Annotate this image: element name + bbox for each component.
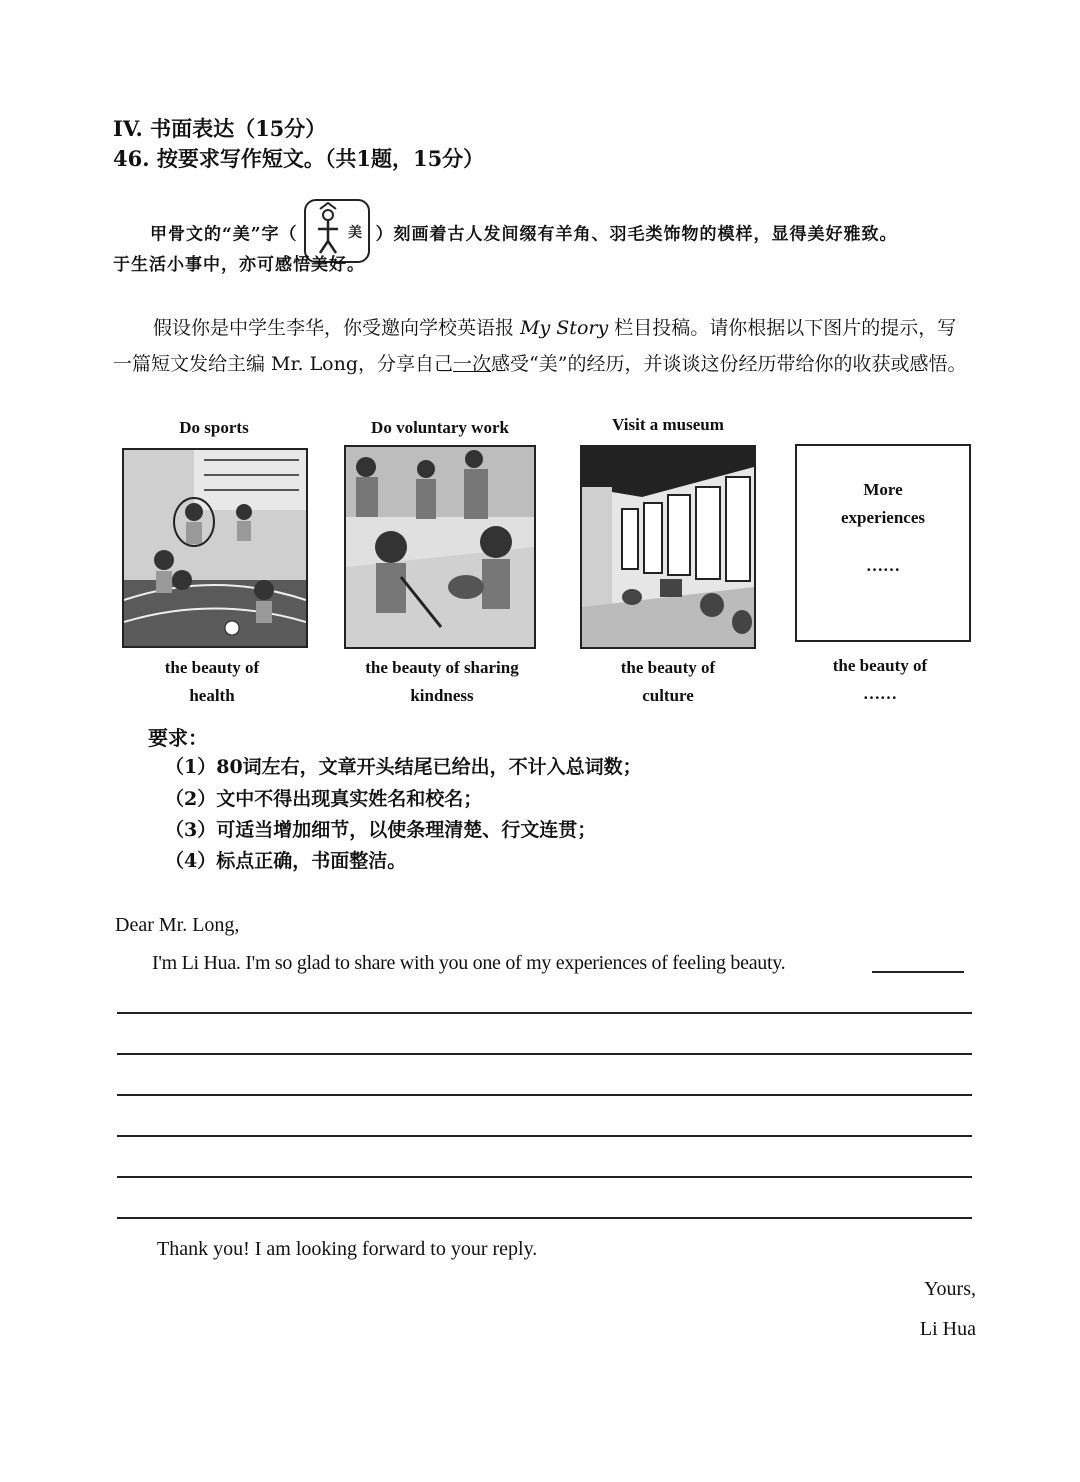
picture-beauty-kindness bbox=[342, 654, 542, 710]
prompt-part2: 栏目投稿。请你根据以下图片的提示，写一篇短文发给主编 Mr. Long，分享自己 bbox=[113, 317, 957, 375]
writing-prompt bbox=[113, 310, 973, 382]
prompt-part1: 假设你是中学生李华，你受邀向学校英语报 bbox=[153, 317, 515, 339]
letter-signoff: Yours, bbox=[924, 1278, 976, 1300]
requirement-item-3: （3）可适当增加细节，以使条理清楚、行文连贯； bbox=[165, 819, 597, 841]
letter-closing: Thank you! I am looking forward to your reply. bbox=[157, 1238, 538, 1260]
picture-more-experiences bbox=[795, 444, 971, 642]
answer-line[interactable] bbox=[117, 1217, 972, 1219]
answer-line-short[interactable] bbox=[872, 971, 964, 973]
requirement-item-1: （1）80词左右，文章开头结尾已给出，不计入总词数； bbox=[165, 756, 642, 778]
museum-illustration bbox=[582, 447, 754, 647]
answer-line[interactable] bbox=[117, 1053, 972, 1055]
letter-signature: Li Hua bbox=[919, 1318, 976, 1340]
picture-do-sports bbox=[122, 448, 308, 648]
letter-opening: I'm Li Hua. I'm so glad to share with you one of my experiences of feeling beauty. bbox=[152, 952, 786, 974]
picture-caption-voluntary: Do voluntary work bbox=[371, 418, 509, 437]
beauty-value: …… bbox=[863, 684, 897, 703]
answer-line[interactable] bbox=[117, 1135, 972, 1137]
picture-visit-museum bbox=[580, 445, 756, 649]
picture-beauty-more bbox=[780, 652, 980, 708]
prompt-once: 一次 bbox=[453, 353, 492, 375]
question-title: 46. 按要求写作短文。（共1题，15分） bbox=[113, 146, 485, 171]
oracle-small-glyph: 美 bbox=[347, 225, 363, 241]
sports-illustration bbox=[124, 450, 306, 646]
beauty-value: kindness bbox=[410, 686, 474, 705]
beauty-value: health bbox=[189, 686, 235, 705]
prompt-column-name: My Story bbox=[520, 317, 609, 339]
oracle-text-after: ）刻画着古人发间缀有羊角、羽毛类饰物的模样，显得美好雅致。 bbox=[375, 224, 898, 245]
beauty-label: the beauty of bbox=[620, 658, 716, 677]
picture-beauty-culture bbox=[570, 654, 766, 710]
beauty-label: the beauty of sharing bbox=[365, 658, 519, 677]
answer-line[interactable] bbox=[117, 1176, 972, 1178]
prompt-part3: 感受“美”的经历，并谈谈这份经历带给你的收获或感悟。 bbox=[491, 353, 967, 375]
more-label: More bbox=[863, 480, 903, 499]
oracle-intro-line2: 于生活小事中，亦可感悟美好。 bbox=[113, 255, 365, 275]
ellipsis-label: …… bbox=[866, 556, 900, 575]
experiences-label: experiences bbox=[840, 508, 926, 527]
requirement-item-4: （4）标点正确，书面整洁。 bbox=[165, 850, 407, 872]
oracle-text-before: 甲骨文的“美”字（ bbox=[150, 224, 298, 245]
voluntary-illustration bbox=[346, 447, 534, 647]
picture-beauty-health bbox=[112, 654, 312, 710]
answer-line[interactable] bbox=[117, 1012, 972, 1014]
beauty-label: the beauty of bbox=[164, 658, 260, 677]
answer-line[interactable] bbox=[117, 1094, 972, 1096]
section-title: IV. 书面表达（15分） bbox=[113, 116, 327, 141]
picture-voluntary-work bbox=[344, 445, 536, 649]
beauty-value: culture bbox=[642, 686, 694, 705]
picture-caption-museum: Visit a museum bbox=[612, 415, 724, 434]
beauty-label: the beauty of bbox=[832, 656, 928, 675]
requirement-item-2: （2）文中不得出现真实姓名和校名； bbox=[165, 788, 483, 810]
picture-caption-sports: Do sports bbox=[179, 418, 249, 437]
letter-greeting: Dear Mr. Long, bbox=[115, 914, 240, 936]
requirements-title: 要求： bbox=[148, 726, 208, 750]
